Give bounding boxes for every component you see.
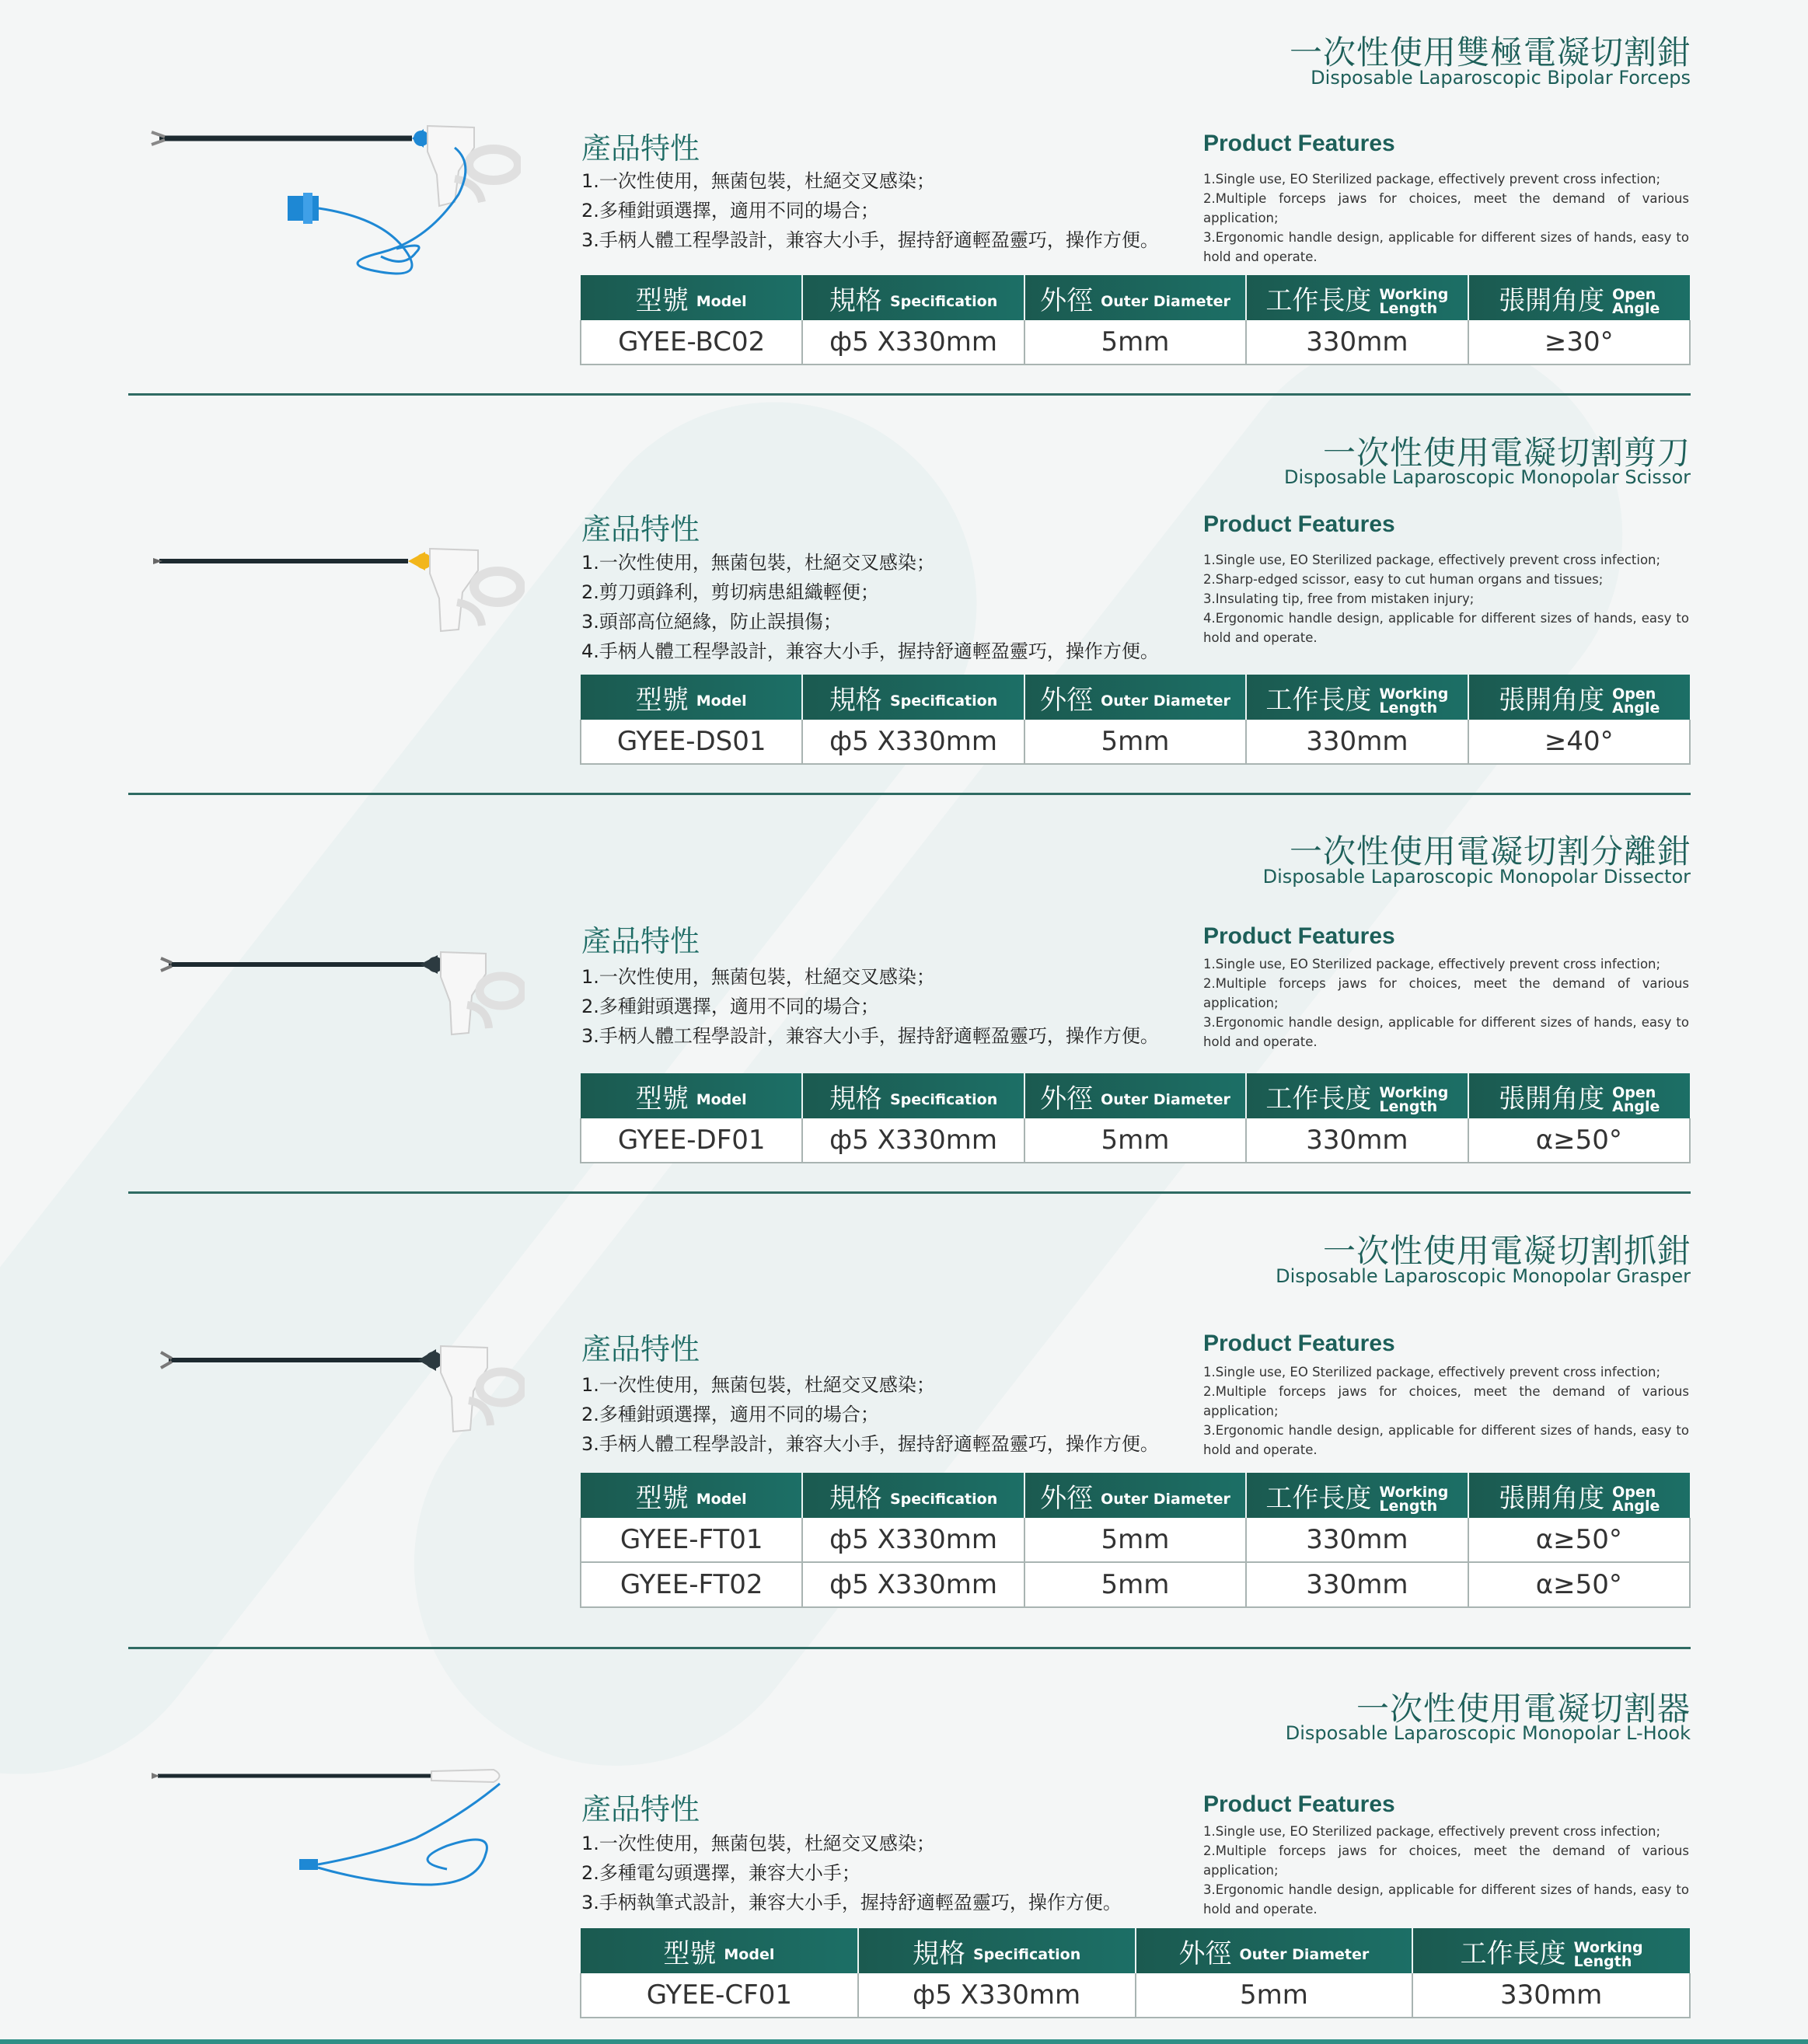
cell-model: GYEE-DF01	[581, 1118, 802, 1163]
cell-spec: ф5 X330mm	[858, 1973, 1136, 2018]
feature-item: 2.Sharp-edged scissor, easy to cut human organs and tissues;	[1203, 572, 1604, 587]
features-heading-cn: 產品特性	[581, 1332, 700, 1366]
feature-item: 2.多種鉗頭選擇，適用不同的場合；	[581, 1404, 879, 1425]
feature-item: 3.Insulating tip, free from mistaken injury;	[1203, 591, 1475, 606]
feature-item: 2.Multiple forceps jaws for choices, meet the demand of various application;	[1203, 1384, 1689, 1418]
feature-item: 1.一次性使用，無菌包裝，杜絕交叉感染；	[581, 1374, 935, 1396]
header-specification: 規格 Specification	[802, 275, 1024, 320]
spec-table	[580, 1928, 1691, 2018]
features-list-en	[1203, 169, 1689, 267]
product-title-en: Disposable Laparoscopic Monopolar Scissor	[1284, 466, 1691, 488]
features-heading-cn: 產品特性	[581, 924, 700, 958]
feature-item: 2.Multiple forceps jaws for choices, meet the demand of various application;	[1203, 976, 1689, 1010]
cell-spec: ф5 X330mm	[802, 720, 1024, 764]
cell-diameter: 5mm	[1024, 320, 1246, 365]
header-outer-diameter: 外徑 Outer Diameter	[1024, 275, 1246, 320]
spec-table-header	[581, 1473, 1690, 1518]
cell-angle: ≥40°	[1468, 720, 1690, 764]
header-specification: 規格 Specification	[802, 675, 1024, 720]
table-row	[581, 1973, 1690, 2018]
spec-table-header	[581, 1073, 1690, 1118]
feature-item: 1.一次性使用，無菌包裝，杜絕交叉感染；	[581, 170, 935, 192]
monopolar-l-hook-image	[152, 1753, 517, 1911]
feature-item: 1.一次性使用，無菌包裝，杜絕交叉感染；	[581, 966, 935, 988]
header-open-angle: 張開角度 Open Angle	[1468, 275, 1690, 320]
features-list-cn	[581, 166, 1159, 255]
feature-item: 2.多種鉗頭選擇，適用不同的場合；	[581, 200, 879, 221]
spec-table-header	[581, 675, 1690, 720]
cell-diameter: 5mm	[1024, 720, 1246, 764]
product-title-cn: 一次性使用電凝切割分離鉗	[1289, 832, 1691, 870]
monopolar-grasper-image	[159, 1329, 525, 1449]
product-title-en: Disposable Laparoscopic Monopolar Dissector	[1262, 866, 1691, 888]
monopolar-dissector-image	[159, 937, 525, 1048]
feature-item: 3.頭部高位絕緣，防止誤損傷；	[581, 611, 842, 633]
features-heading-cn: 產品特性	[581, 1792, 700, 1826]
cell-model: GYEE-DS01	[581, 720, 802, 764]
header-model: 型號 Model	[581, 1473, 802, 1518]
cell-length: 330mm	[1246, 720, 1468, 764]
product-title-en: Disposable Laparoscopic Bipolar Forceps	[1311, 67, 1691, 89]
feature-item: 1.Single use, EO Sterilized package, effectively prevent cross infection;	[1203, 957, 1661, 971]
header-open-angle: 張開角度 Open Angle	[1468, 675, 1690, 720]
header-outer-diameter: 外徑 Outer Diameter	[1024, 1473, 1246, 1518]
features-heading-en: Product Features	[1203, 511, 1395, 537]
cell-model: GYEE-CF01	[581, 1973, 858, 2018]
header-model: 型號 Model	[581, 675, 802, 720]
header-outer-diameter: 外徑 Outer Diameter	[1024, 675, 1246, 720]
features-list-cn	[581, 1829, 1122, 1917]
header-working-length: 工作長度 Working Length	[1412, 1928, 1690, 1973]
footer-bar	[0, 2039, 1808, 2044]
features-heading-cn: 產品特性	[581, 512, 700, 546]
feature-item: 4.手柄人體工程學設計，兼容大小手，握持舒適輕盈靈巧，操作方便。	[581, 640, 1159, 662]
product-title-en: Disposable Laparoscopic Monopolar Grasper	[1276, 1265, 1691, 1287]
header-model: 型號 Model	[581, 1073, 802, 1118]
feature-item: 1.一次性使用，無菌包裝，杜絕交叉感染；	[581, 1833, 935, 1854]
cell-model: GYEE-FT02	[581, 1562, 802, 1607]
feature-item: 1.Single use, EO Sterilized package, effectively prevent cross infection;	[1203, 553, 1661, 567]
header-outer-diameter: 外徑 Outer Diameter	[1136, 1928, 1413, 1973]
feature-item: 3.手柄人體工程學設計，兼容大小手，握持舒適輕盈靈巧，操作方便。	[581, 1433, 1159, 1455]
feature-item: 1.Single use, EO Sterilized package, effectively prevent cross infection;	[1203, 1365, 1661, 1380]
feature-item: 2.Multiple forceps jaws for choices, meet the demand of various application;	[1203, 1843, 1689, 1878]
feature-item: 1.一次性使用，無菌包裝，杜絕交叉感染；	[581, 552, 935, 574]
features-list-cn	[581, 1370, 1159, 1459]
feature-item: 3.手柄人體工程學設計，兼容大小手，握持舒適輕盈靈巧，操作方便。	[581, 1025, 1159, 1047]
header-specification: 規格 Specification	[802, 1473, 1024, 1518]
features-heading-en: Product Features	[1203, 1331, 1395, 1356]
cell-angle: α≥50°	[1468, 1518, 1690, 1562]
header-model: 型號 Model	[581, 275, 802, 320]
header-model: 型號 Model	[581, 1928, 858, 1973]
cell-length: 330mm	[1246, 1518, 1468, 1562]
features-list-en	[1203, 550, 1689, 647]
cell-model: GYEE-BC02	[581, 320, 802, 365]
feature-item: 1.Single use, EO Sterilized package, effectively prevent cross infection;	[1203, 172, 1661, 187]
product-title-cn: 一次性使用電凝切割剪刀	[1322, 434, 1691, 472]
cell-angle: α≥50°	[1468, 1118, 1690, 1163]
feature-item: 3.Ergonomic handle design, applicable for different sizes of hands, easy to hold and operate.	[1203, 1882, 1689, 1917]
feature-item: 2.多種鉗頭選擇，適用不同的場合；	[581, 996, 879, 1017]
cell-diameter: 5mm	[1136, 1973, 1413, 2018]
section-divider	[128, 393, 1691, 396]
header-working-length: 工作長度 Working Length	[1246, 675, 1468, 720]
product-title-cn: 一次性使用電凝切割器	[1356, 1690, 1691, 1728]
features-list-en	[1203, 1362, 1689, 1460]
features-heading-en: Product Features	[1203, 1791, 1395, 1817]
header-open-angle: 張開角度 Open Angle	[1468, 1473, 1690, 1518]
table-row	[581, 320, 1690, 365]
features-heading-en: Product Features	[1203, 131, 1395, 156]
table-row	[581, 720, 1690, 764]
cell-angle: α≥50°	[1468, 1562, 1690, 1607]
product-title-cn: 一次性使用電凝切割抓鉗	[1322, 1232, 1691, 1270]
cell-diameter: 5mm	[1024, 1562, 1246, 1607]
cell-length: 330mm	[1412, 1973, 1690, 2018]
feature-item: 2.Multiple forceps jaws for choices, meet the demand of various application;	[1203, 191, 1689, 225]
spec-table	[580, 275, 1691, 365]
table-row	[581, 1118, 1690, 1163]
header-specification: 規格 Specification	[858, 1928, 1136, 1973]
spec-table-header	[581, 1928, 1690, 1973]
cell-length: 330mm	[1246, 1562, 1468, 1607]
monopolar-scissor-image	[152, 536, 525, 648]
cell-model: GYEE-FT01	[581, 1518, 802, 1562]
product-title-cn: 一次性使用雙極電凝切割鉗	[1289, 33, 1691, 72]
spec-table-header	[581, 275, 1690, 320]
header-outer-diameter: 外徑 Outer Diameter	[1024, 1073, 1246, 1118]
bipolar-forceps-image	[148, 117, 521, 291]
header-working-length: 工作長度 Working Length	[1246, 1073, 1468, 1118]
spec-table	[580, 1473, 1691, 1608]
section-divider	[128, 1647, 1691, 1649]
header-open-angle: 張開角度 Open Angle	[1468, 1073, 1690, 1118]
cell-length: 330mm	[1246, 1118, 1468, 1163]
feature-item: 3.Ergonomic handle design, applicable for different sizes of hands, easy to hold and operate.	[1203, 1015, 1689, 1049]
features-heading-cn: 產品特性	[581, 131, 700, 166]
header-working-length: 工作長度 Working Length	[1246, 275, 1468, 320]
feature-item: 1.Single use, EO Sterilized package, effectively prevent cross infection;	[1203, 1824, 1661, 1839]
features-heading-en: Product Features	[1203, 923, 1395, 949]
feature-item: 3.Ergonomic handle design, applicable for different sizes of hands, easy to hold and operate.	[1203, 230, 1689, 264]
features-list-cn	[581, 962, 1159, 1051]
feature-item: 3.手柄執筆式設計，兼容大小手，握持舒適輕盈靈巧，操作方便。	[581, 1892, 1122, 1913]
feature-item: 2.剪刀頭鋒利，剪切病患組織輕便；	[581, 581, 879, 603]
cell-diameter: 5mm	[1024, 1118, 1246, 1163]
features-list-en	[1203, 954, 1689, 1052]
cell-length: 330mm	[1246, 320, 1468, 365]
features-list-en	[1203, 1822, 1689, 1919]
cell-spec: ф5 X330mm	[802, 1118, 1024, 1163]
cell-angle: ≥30°	[1468, 320, 1690, 365]
product-title-en: Disposable Laparoscopic Monopolar L-Hook	[1285, 1722, 1691, 1744]
cell-spec: ф5 X330mm	[802, 320, 1024, 365]
section-divider	[128, 793, 1691, 795]
spec-table	[580, 1073, 1691, 1163]
features-list-cn	[581, 548, 1159, 666]
feature-item: 3.Ergonomic handle design, applicable for different sizes of hands, easy to hold and operate.	[1203, 1423, 1689, 1457]
table-row	[581, 1562, 1690, 1607]
header-specification: 規格 Specification	[802, 1073, 1024, 1118]
table-row	[581, 1518, 1690, 1562]
feature-item: 2.多種電勾頭選擇，兼容大小手；	[581, 1862, 860, 1884]
cell-diameter: 5mm	[1024, 1518, 1246, 1562]
feature-item: 4.Ergonomic handle design, applicable for different sizes of hands, easy to hold and operate.	[1203, 611, 1689, 645]
section-divider	[128, 1191, 1691, 1194]
spec-table	[580, 675, 1691, 765]
header-working-length: 工作長度 Working Length	[1246, 1473, 1468, 1518]
feature-item: 3.手柄人體工程學設計，兼容大小手，握持舒適輕盈靈巧，操作方便。	[581, 229, 1159, 251]
cell-spec: ф5 X330mm	[802, 1562, 1024, 1607]
cell-spec: ф5 X330mm	[802, 1518, 1024, 1562]
